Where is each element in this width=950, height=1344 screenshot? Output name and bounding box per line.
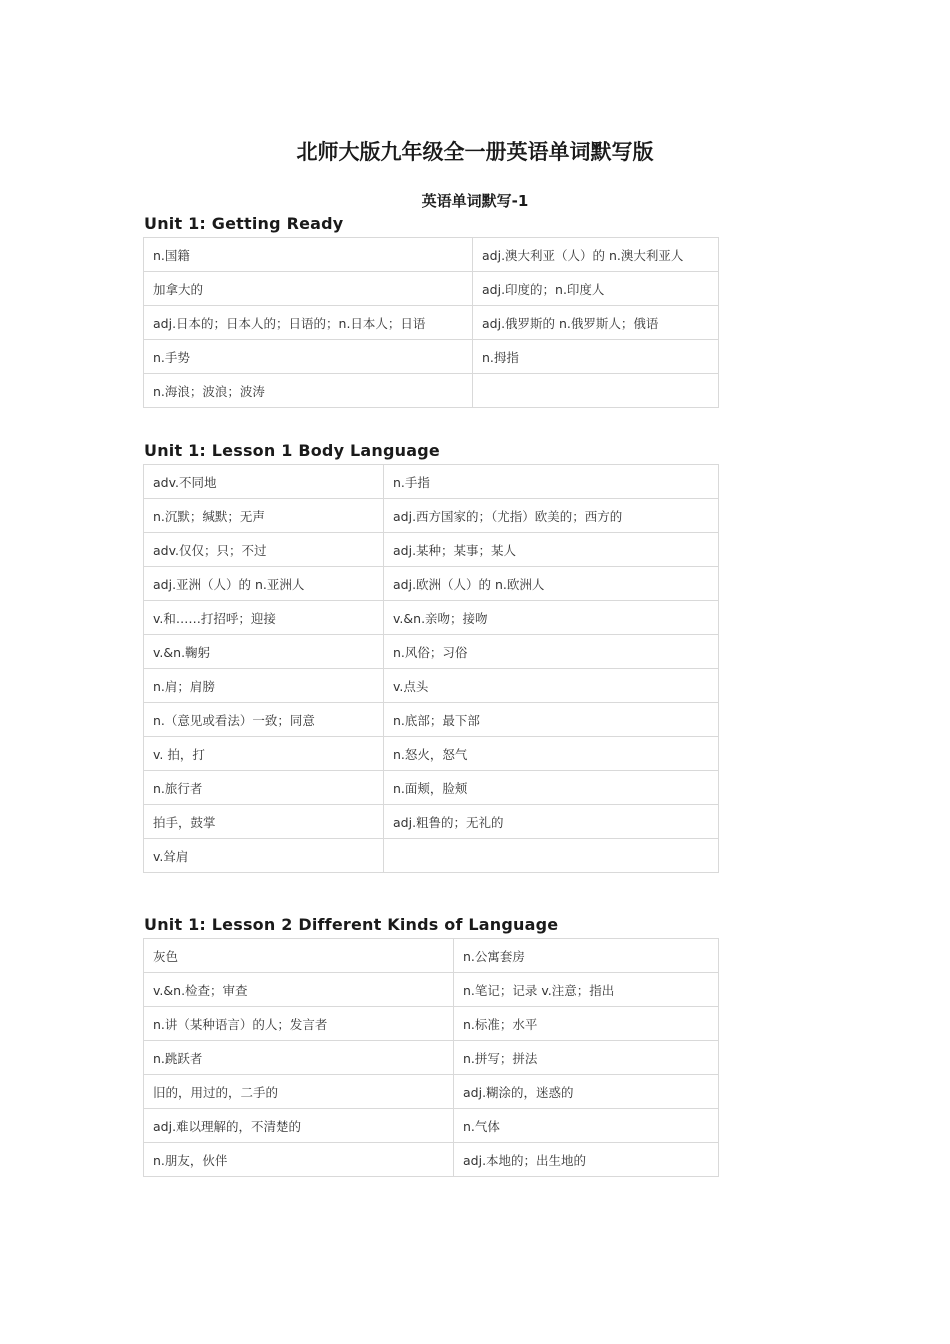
document-subtitle: 英语单词默写-1 bbox=[421, 192, 529, 210]
table-cell: v.&n.亲吻；接吻 bbox=[384, 601, 719, 635]
table-cell: n.气体 bbox=[454, 1109, 719, 1143]
table-row bbox=[144, 703, 719, 737]
section-heading-lesson-1: Unit 1: Lesson 1 Body Language bbox=[144, 441, 440, 460]
table-cell: v.&n.鞠躬 bbox=[144, 635, 384, 669]
table-cell: n.拼写；拼法 bbox=[454, 1041, 719, 1075]
table-cell bbox=[384, 839, 719, 873]
table-cell: adj.粗鲁的；无礼的 bbox=[384, 805, 719, 839]
table-cell: v.和……打招呼；迎接 bbox=[144, 601, 384, 635]
table-cell: n.国籍 bbox=[144, 238, 473, 272]
table-row bbox=[144, 340, 719, 374]
table-row bbox=[144, 973, 719, 1007]
table-cell: adj.西方国家的；（尤指）欧美的；西方的 bbox=[384, 499, 719, 533]
table-row bbox=[144, 1143, 719, 1177]
table-row bbox=[144, 465, 719, 499]
section-heading-getting-ready: Unit 1: Getting Ready bbox=[144, 214, 344, 233]
table-cell: n.手指 bbox=[384, 465, 719, 499]
table-row bbox=[144, 805, 719, 839]
table-cell: 灰色 bbox=[144, 939, 454, 973]
table-cell: v.耸肩 bbox=[144, 839, 384, 873]
table-cell: n.面颊，脸颊 bbox=[384, 771, 719, 805]
table-row bbox=[144, 1109, 719, 1143]
table-row bbox=[144, 771, 719, 805]
table-cell: n.沉默；缄默；无声 bbox=[144, 499, 384, 533]
table-row bbox=[144, 669, 719, 703]
table-cell: n.（意见或看法）一致；同意 bbox=[144, 703, 384, 737]
table-row bbox=[144, 839, 719, 873]
table-row bbox=[144, 533, 719, 567]
table-cell: 旧的，用过的，二手的 bbox=[144, 1075, 454, 1109]
table-cell: v. 拍，打 bbox=[144, 737, 384, 771]
section-heading-lesson-2: Unit 1: Lesson 2 Different Kinds of Language bbox=[144, 915, 559, 934]
table-cell: adj.欧洲（人）的 n.欧洲人 bbox=[384, 567, 719, 601]
table-cell: 加拿大的 bbox=[144, 272, 473, 306]
table-cell: n.海浪；波浪；波涛 bbox=[144, 374, 473, 408]
vocab-table-lesson-2 bbox=[143, 938, 719, 1177]
table-cell: v.&n.检查；审查 bbox=[144, 973, 454, 1007]
vocab-table-getting-ready bbox=[143, 237, 719, 408]
table-row bbox=[144, 1007, 719, 1041]
table-cell: adj.日本的；日本人的；日语的；n.日本人；日语 bbox=[144, 306, 473, 340]
table-row bbox=[144, 272, 719, 306]
table-cell: adj.难以理解的，不清楚的 bbox=[144, 1109, 454, 1143]
table-row bbox=[144, 567, 719, 601]
table-cell: n.标准；水平 bbox=[454, 1007, 719, 1041]
table-cell: n.肩；肩膀 bbox=[144, 669, 384, 703]
table-row bbox=[144, 1041, 719, 1075]
table-row bbox=[144, 306, 719, 340]
table-cell: adj.俄罗斯的 n.俄罗斯人；俄语 bbox=[473, 306, 719, 340]
table-cell: n.手势 bbox=[144, 340, 473, 374]
table-cell: adj.澳大利亚（人）的 n.澳大利亚人 bbox=[473, 238, 719, 272]
table-row bbox=[144, 374, 719, 408]
table-cell: n.朋友，伙伴 bbox=[144, 1143, 454, 1177]
table-cell: n.风俗；习俗 bbox=[384, 635, 719, 669]
table-cell: adj.亚洲（人）的 n.亚洲人 bbox=[144, 567, 384, 601]
table-cell: n.笔记；记录 v.注意；指出 bbox=[454, 973, 719, 1007]
table-cell: adj.印度的；n.印度人 bbox=[473, 272, 719, 306]
vocab-table-lesson-1 bbox=[143, 464, 719, 873]
table-cell: 拍手，鼓掌 bbox=[144, 805, 384, 839]
table-row bbox=[144, 238, 719, 272]
table-cell: n.怒火，怒气 bbox=[384, 737, 719, 771]
table-row bbox=[144, 499, 719, 533]
table-cell: n.拇指 bbox=[473, 340, 719, 374]
table-cell: adj.本地的；出生地的 bbox=[454, 1143, 719, 1177]
table-cell: v.点头 bbox=[384, 669, 719, 703]
table-row bbox=[144, 635, 719, 669]
document-title: 北师大版九年级全一册英语单词默写版 bbox=[296, 140, 654, 164]
table-cell: adv.不同地 bbox=[144, 465, 384, 499]
table-row bbox=[144, 737, 719, 771]
table-cell: adv.仅仅；只；不过 bbox=[144, 533, 384, 567]
table-cell: adj.糊涂的，迷惑的 bbox=[454, 1075, 719, 1109]
table-cell: n.跳跃者 bbox=[144, 1041, 454, 1075]
table-cell bbox=[473, 374, 719, 408]
table-cell: n.底部；最下部 bbox=[384, 703, 719, 737]
table-cell: n.讲（某种语言）的人；发言者 bbox=[144, 1007, 454, 1041]
table-row bbox=[144, 601, 719, 635]
table-cell: n.旅行者 bbox=[144, 771, 384, 805]
table-row bbox=[144, 1075, 719, 1109]
table-cell: n.公寓套房 bbox=[454, 939, 719, 973]
table-cell: adj.某种；某事；某人 bbox=[384, 533, 719, 567]
table-row bbox=[144, 939, 719, 973]
